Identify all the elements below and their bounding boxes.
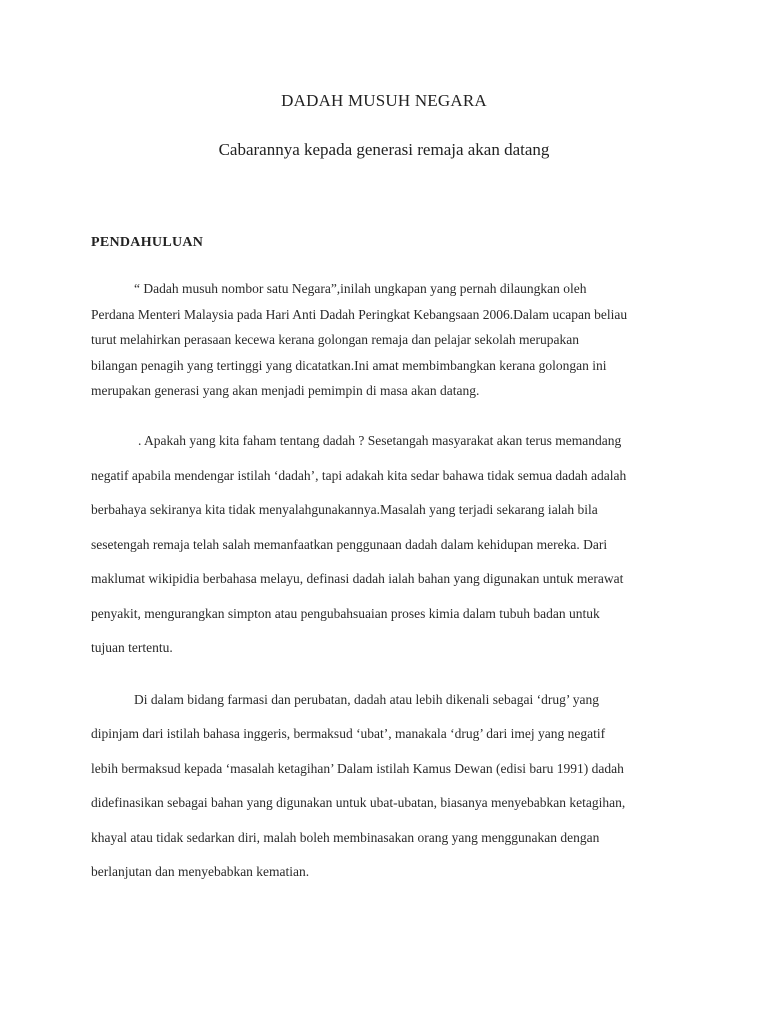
document-subtitle: Cabarannya kepada generasi remaja akan datang [218, 140, 550, 159]
paragraph-line: khayal atau tidak sedarkan diri, malah boleh membinasakan orang yang menggunakan dengan [91, 829, 600, 845]
paragraph-line: tujuan tertentu. [91, 640, 173, 655]
paragraph-line: berlanjutan dan menyebabkan kematian. [91, 864, 310, 880]
paragraph-line: “ Dadah musuh nombor satu Negara”,inilah ungkapan yang pernah dilaungkan oleh [134, 281, 587, 296]
paragraph-line: negatif apabila mendengar istilah ‘dadah’, tapi adakah kita sedar bahawa tidak semua dadah adalah [91, 467, 627, 483]
paragraph-line: sesetengah remaja telah salah memanfaatkan penggunaan dadah dalam kehidupan mereka. Dari [91, 536, 608, 552]
document-title: DADAH MUSUH NEGARA [281, 91, 487, 110]
paragraph-2 [91, 424, 691, 666]
paragraph-line: Perdana Menteri Malaysia pada Hari Anti Dadah Peringkat Kebangsaan 2006.Dalam ucapan beliau [91, 306, 628, 322]
paragraph-line: dipinjam dari istilah bahasa inggeris, bermaksud ‘ubat’, manakala ‘drug’ dari imej yang negatif [91, 726, 606, 742]
paragraph-line: lebih bermaksud kepada ‘masalah ketagihan’ Dalam istilah Kamus Dewan (edisi baru 1991) dadah [91, 760, 624, 776]
paragraph-line: merupakan generasi yang akan menjadi pemimpin di masa akan datang. [91, 383, 480, 399]
paragraph-1 [91, 276, 691, 404]
paragraph-line: penyakit, mengurangkan simpton atau pengubahsuaian proses kimia dalam tubuh badan untuk [91, 605, 600, 621]
paragraph-line: turut melahirkan perasaan kecewa kerana golongan remaja dan pelajar sekolah merupakan [91, 332, 580, 348]
paragraph-line: maklumat wikipidia berbahasa melayu, definasi dadah ialah bahan yang digunakan untuk merawat [91, 571, 624, 586]
paragraph-line: Di dalam bidang farmasi dan perubatan, dadah atau lebih dikenali sebagai ‘drug’ yang [134, 692, 599, 707]
section-heading: PENDAHULUAN [91, 235, 204, 250]
paragraph-line: berbahaya sekiranya kita tidak menyalahgunakannya.Masalah yang terjadi sekarang ialah bila [91, 502, 598, 517]
paragraph-3 [91, 683, 691, 889]
paragraph-line: . Apakah yang kita faham tentang dadah ? Sesetangah masyarakat akan terus memandang [138, 433, 622, 448]
paragraph-line: didefinasikan sebagai bahan yang digunakan untuk ubat-ubatan, biasanya menyebabkan ketagihan, [91, 795, 626, 811]
paragraph-line: bilangan penagih yang tertinggi yang dicatatkan.Ini amat membimbangkan kerana golongan ini [91, 357, 607, 373]
